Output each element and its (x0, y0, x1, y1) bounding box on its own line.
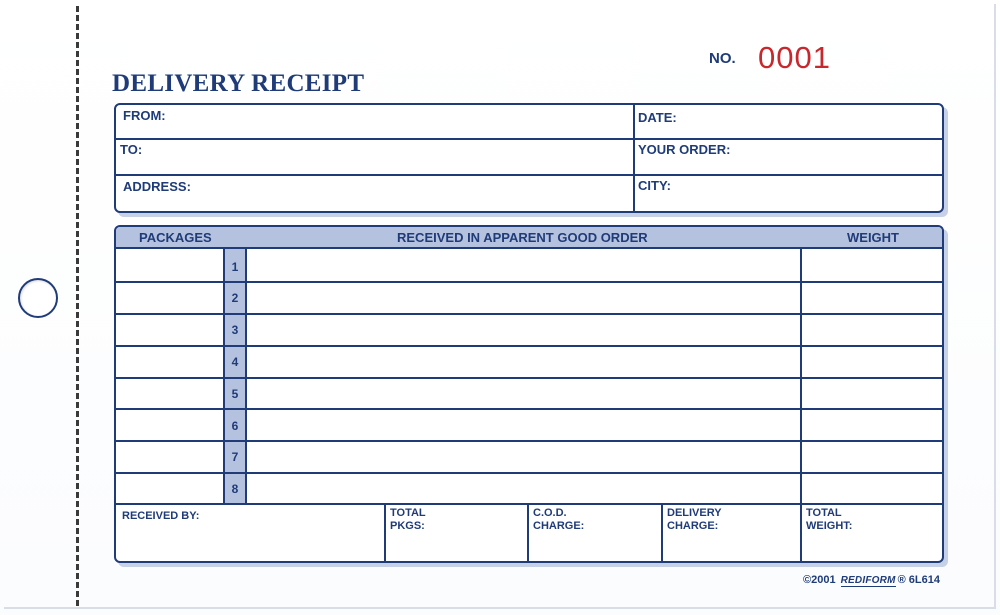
row-number: 3 (231, 323, 239, 337)
total-pkgs-label-1: TOTAL (390, 507, 426, 519)
brand-logo: REDIFORM (840, 575, 896, 586)
cod-charge-field[interactable] (533, 507, 584, 533)
footer-divider (116, 503, 942, 505)
info-row-divider (116, 138, 942, 140)
row-number: 5 (231, 387, 239, 401)
total-pkgs-label-2: PKGS: (390, 520, 425, 532)
footer-column-divider (661, 503, 663, 561)
table-header (116, 227, 942, 247)
footer-column-divider (527, 503, 529, 561)
cod-label-1: C.O.D. (533, 507, 567, 519)
row-number: 6 (231, 419, 239, 433)
row-number: 8 (231, 482, 239, 496)
packages-header: PACKAGES (139, 230, 212, 245)
address-field[interactable]: ADDRESS: (123, 179, 191, 194)
row-number: 7 (231, 450, 239, 464)
imprint (803, 574, 940, 587)
page-title: DELIVERY RECEIPT (112, 70, 365, 97)
row-number: 1 (231, 260, 239, 274)
weight-header: WEIGHT (847, 230, 899, 245)
row-number-column (223, 247, 247, 503)
row-divider (116, 472, 942, 474)
footer-column-divider (384, 503, 386, 561)
delivery-charge-field[interactable] (667, 507, 722, 533)
delivery-label-2: CHARGE: (667, 520, 719, 532)
punch-hole (18, 278, 58, 318)
total-weight-field[interactable] (806, 507, 852, 533)
perforation-line (76, 6, 79, 606)
receipt-number-label: NO. (709, 50, 736, 67)
registered-mark: ® (897, 574, 906, 586)
copyright-text: ©2001 (803, 574, 836, 586)
row-number: 4 (231, 355, 239, 369)
to-field[interactable]: TO: (120, 142, 143, 157)
info-box (114, 103, 944, 213)
row-divider (116, 281, 942, 283)
received-header: RECEIVED IN APPARENT GOOD ORDER (397, 230, 648, 245)
row-divider (116, 377, 942, 379)
total-weight-label-1: TOTAL (806, 507, 842, 519)
date-field[interactable]: DATE: (638, 110, 677, 125)
total-weight-label-2: WEIGHT: (806, 520, 853, 532)
delivery-label-1: DELIVERY (667, 507, 722, 519)
packages-table (114, 225, 944, 563)
weight-column-divider (800, 247, 802, 503)
receipt-number: 0001 (758, 40, 831, 75)
row-divider (116, 313, 942, 315)
row-divider (116, 440, 942, 442)
footer-column-divider (800, 503, 802, 561)
total-pkgs-field[interactable] (390, 507, 426, 533)
row-divider (116, 408, 942, 410)
cod-label-2: CHARGE: (533, 520, 585, 532)
city-field[interactable]: CITY: (638, 178, 671, 193)
row-divider (116, 247, 942, 249)
info-row-divider (116, 174, 942, 176)
from-field[interactable]: FROM: (123, 108, 166, 123)
info-divider (633, 105, 635, 211)
form-code: 6L614 (908, 574, 940, 586)
received-by-field[interactable]: RECEIVED BY: (122, 510, 200, 522)
row-number: 2 (231, 291, 239, 305)
row-divider (116, 345, 942, 347)
your-order-field[interactable]: YOUR ORDER: (638, 142, 731, 157)
